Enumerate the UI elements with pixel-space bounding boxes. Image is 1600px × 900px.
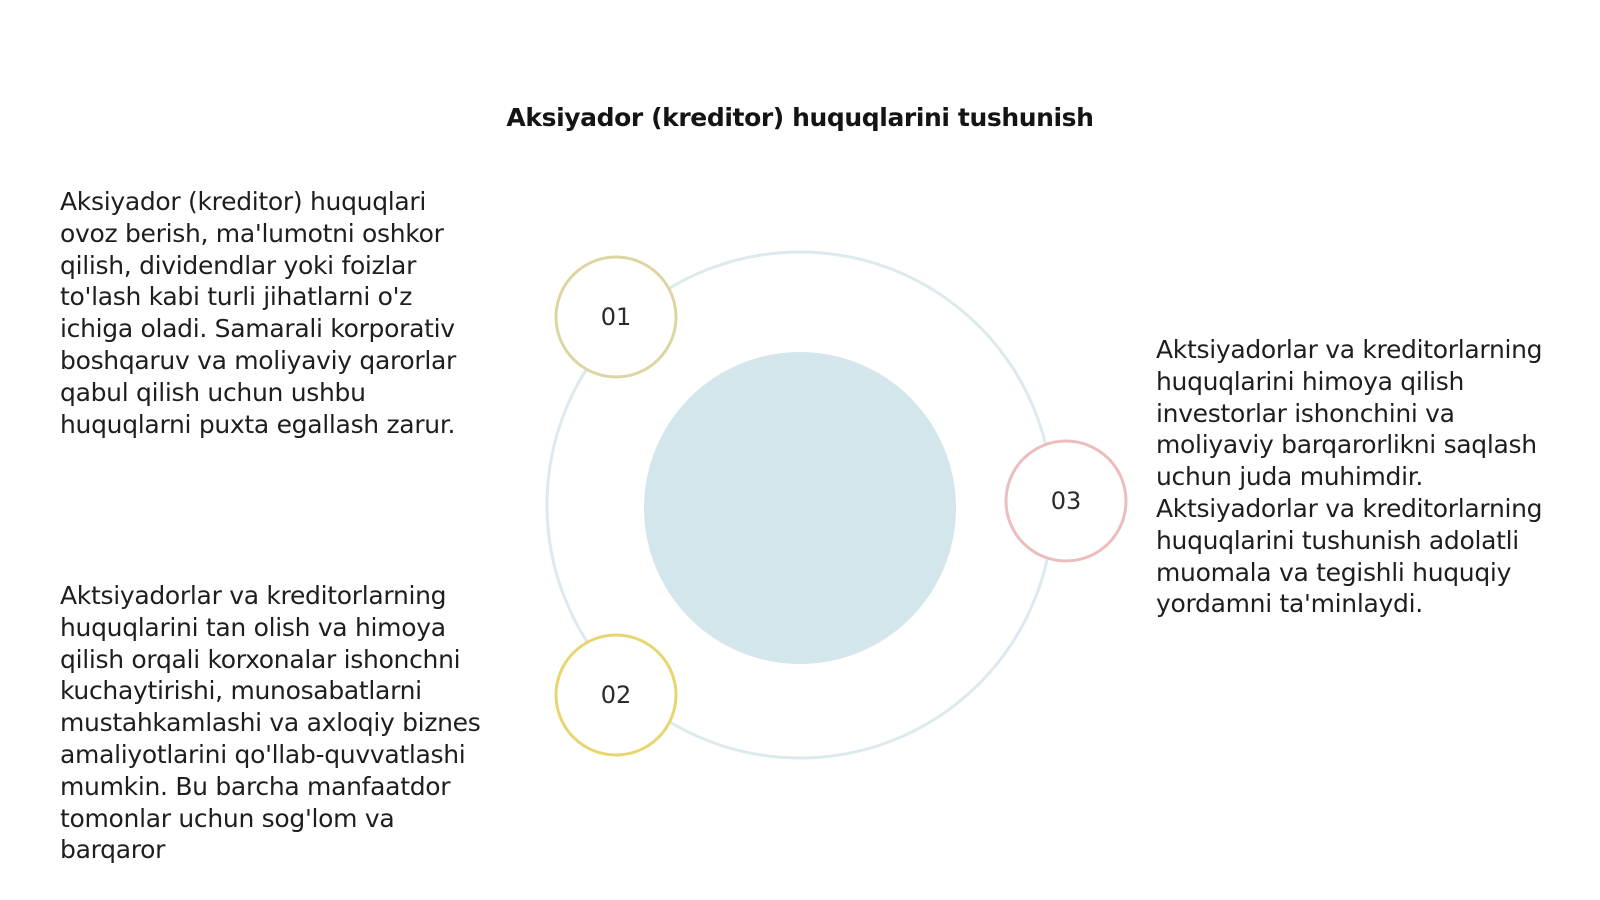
node-03[interactable] (1006, 441, 1126, 561)
page-title: Aksiyador (kreditor) huquqlarini tushunish (506, 102, 1094, 132)
description-03: Aktsiyadorlar va kreditorlarning huquqlarini himoya qilish investorlar ishonchini va moliyaviy barqarorlikni saqlash uchun juda muhimdir. Aktsiyadorlar va kreditorlarning huquqlarini tushunish adolatli muomala va tegishli huquqiy yordamni ta'minlaydi. (1156, 335, 1543, 619)
node-02[interactable] (556, 635, 676, 755)
description-02: Aktsiyadorlar va kreditorlarning huquqlarini tan olish va himoya qilish orqali korxonalar ishonchni kuchaytirishi, munosabatlarni mustahkamlashi va axloqiy biznes amaliyotlarini qo'llab-quvvatlashi mumkin. Bu barcha manfaatdor tomonlar uchun sog'lom va barqaror (60, 581, 481, 865)
center-disc (644, 352, 956, 664)
node-01-label: 01 (600, 303, 632, 331)
node-01[interactable] (556, 257, 676, 377)
description-01: Aksiyador (kreditor) huquqlari ovoz berish, ma'lumotni oshkor qilish, dividendlar yoki foizlar to'lash kabi turli jihatlarni o'z ichiga oladi. Samarali korporativ boshqaruv va moliyaviy qarorlar qabul qilish uchun ushbu huquqlarni puxta egallash zarur. (60, 187, 457, 439)
node-03-label: 03 (1050, 487, 1082, 515)
node-02-label: 02 (600, 681, 632, 709)
